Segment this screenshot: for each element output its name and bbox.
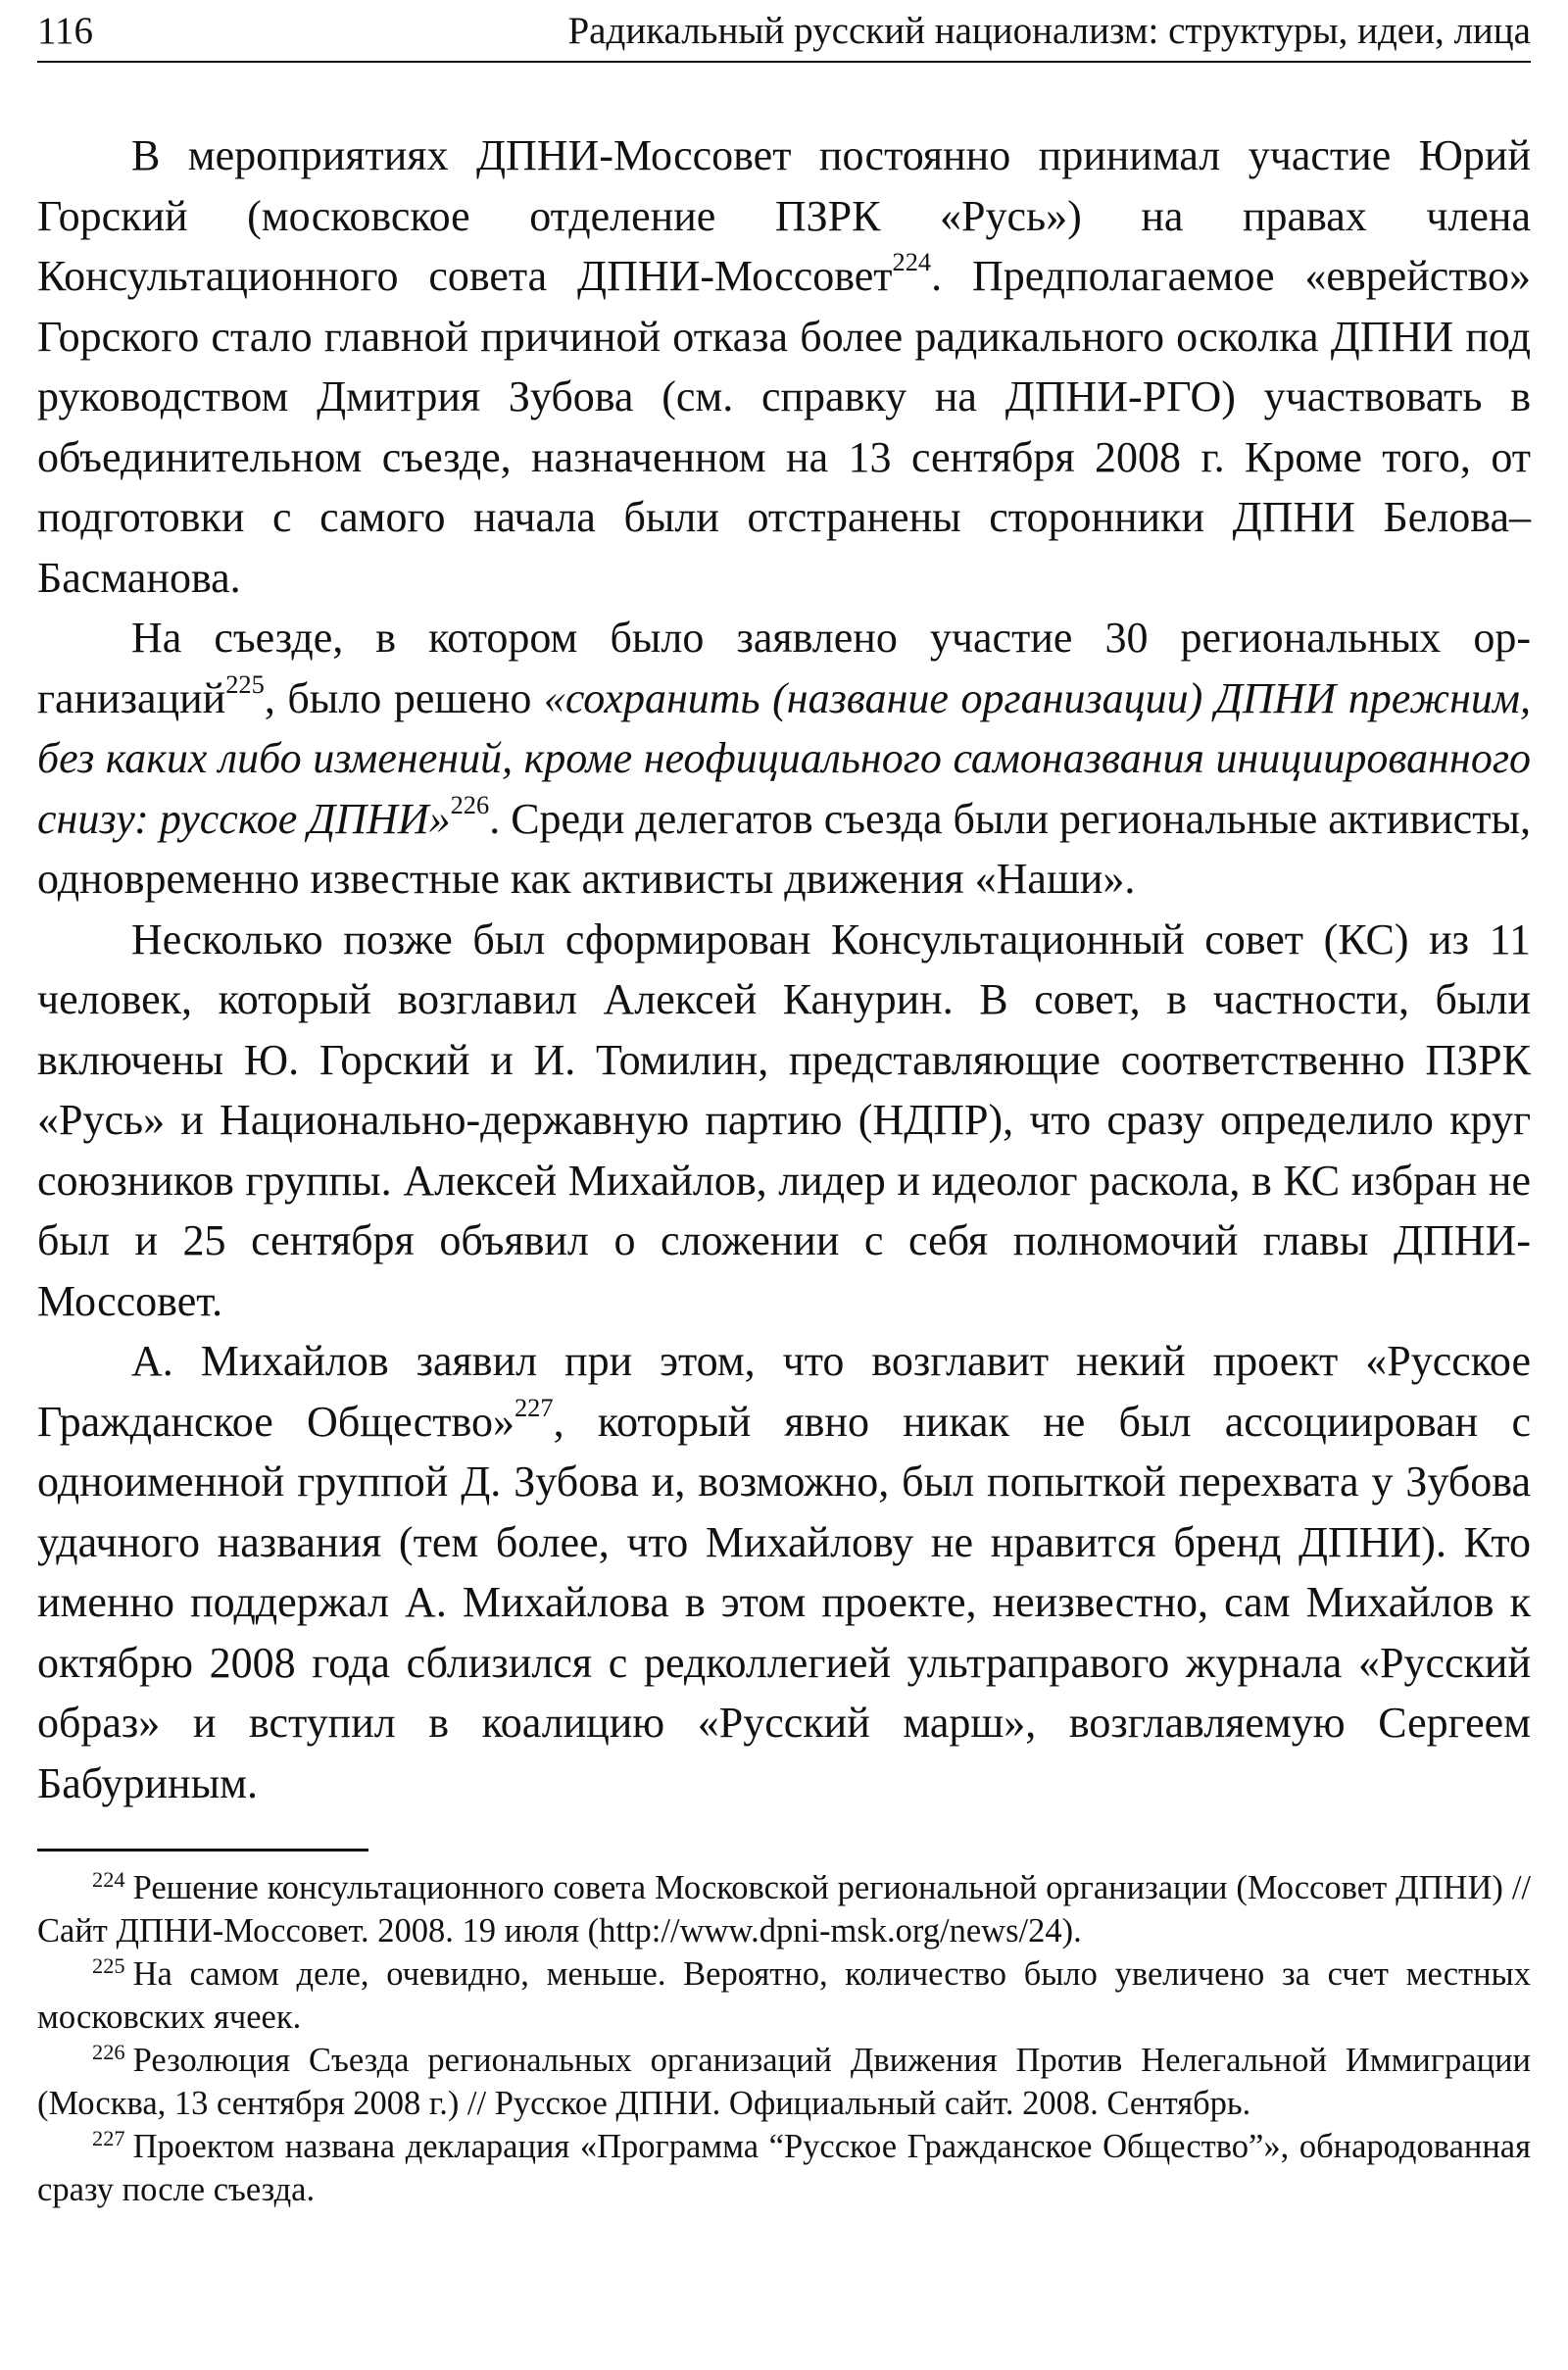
running-title: Радикальный русский национализм: структуры, идеи, лица xyxy=(567,10,1531,52)
footnotes xyxy=(37,1866,1531,2211)
body-text xyxy=(37,125,1531,1813)
footnote-text: На самом деле, очевидно, меньше. Вероятно, количество было увеличено за счет местных московских ячеек. xyxy=(37,1955,1531,2036)
paragraph xyxy=(37,608,1531,910)
text-segment: В мероприятиях ДПНИ-Моссовет постоянно принимал участие Юрий Горский (московское отделение ПЗРК «Русь») на правах члена Консультационного совета ДПНИ-Моссовет xyxy=(37,131,1531,300)
paragraph xyxy=(37,910,1531,1332)
text-segment: На съезде, в котором было заявлено участие 30 региональных организаций xyxy=(37,614,1531,722)
footnote-reference[interactable]: 224 xyxy=(892,247,932,277)
footnote-number: 225 xyxy=(92,1952,125,1978)
footnote-number: 227 xyxy=(92,2125,125,2150)
footnote xyxy=(37,2039,1531,2125)
text-segment: Несколько позже был сформирован Консультационный совет (КС) из 11 человек, который возглавил Алексей Канурин. В совет, в частности, были включены Ю. Горский и И. Томилин, представляющие соответственно ПЗРК «Русь» и Национально-державную партию (НДПР), что сразу определило круг союзников группы. Алексей Михайлов, лидер и идеолог раскола, в КС избран не был и 25 сентября объявил о сложении с себя полномочий главы ДПНИ-Моссовет. xyxy=(37,914,1531,1325)
text-segment: , было решено xyxy=(264,673,544,722)
paragraph xyxy=(37,1331,1531,1813)
text-segment: , который явно никак не был ассоциирован с одноименной группой Д. Зубова и, возможно, был попыткой перехвата у Зубова удачного названия (тем более, что Михайлову не нравится бренд ДПНИ). Кто именно поддержал А. Михайлова в этом проекте, неизвестно, сам Михайлов к октябрю 2008 года сблизился с редколлегией ультраправого журнала «Русский образ» и вступил в коалицию «Русский марш», возглавляемую Сергеем Бабуриным. xyxy=(37,1397,1531,1807)
footnote-reference[interactable]: 226 xyxy=(450,789,490,819)
italic-quote: «сохранить (название организации) ДПНИ прежним, без каких либо изменений, кроме неофициального самоназвания инициированного снизу: русское ДПНИ» xyxy=(37,673,1531,843)
running-head xyxy=(37,6,1531,63)
text-segment: . Предполагаемое «еврейство» Горского стало главной причиной отказа более радикального осколка ДПНИ под руководством Дмитрия Зубова (см. справку на ДПНИ-РГО) участвовать в объединительном съезде, назначенном на 13 сентября 2008 г. Кроме того, от подготовки с самого начала были отстранены сторонники ДПНИ Белова–Басманова. xyxy=(37,252,1531,602)
footnote-text: Решение консультационного совета Московской региональной организации (Моссовет ДПНИ) // Сайт ДПНИ-Моссовет. 2008. 19 июля (http://www.dpni-msk.org/news/24). xyxy=(37,1869,1531,1950)
text-segment: А. Михайлов заявил при этом, что возглавит некий проект «Русское Гражданское Общество» xyxy=(37,1337,1531,1446)
footnote-text: Проектом названа декларация «Программа “Русское Гражданское Общество”», обнародованная сразу после съезда. xyxy=(37,2128,1531,2208)
page-number: 116 xyxy=(37,10,94,52)
paragraph xyxy=(37,125,1531,608)
footnote xyxy=(37,1952,1531,2039)
footnote-reference[interactable]: 227 xyxy=(514,1392,554,1422)
footnote xyxy=(37,1866,1531,1952)
footnote-number: 224 xyxy=(92,1866,125,1892)
footnote-text: Резолюция Съезда региональных организаций Движения Против Нелегальной Иммиграции (Москва, 13 сентября 2008 г.) // Русское ДПНИ. Официальный сайт. 2008. Сентябрь. xyxy=(37,2042,1531,2122)
footnote xyxy=(37,2125,1531,2211)
book-page xyxy=(37,0,1531,2370)
footnote-reference[interactable]: 225 xyxy=(225,668,265,699)
footnote-separator xyxy=(37,1849,368,1852)
footnote-number: 226 xyxy=(92,2039,125,2064)
text-segment: . Среди делегатов съезда были региональные активисты, одновременно известные как активисты движения «Наши». xyxy=(37,794,1531,903)
